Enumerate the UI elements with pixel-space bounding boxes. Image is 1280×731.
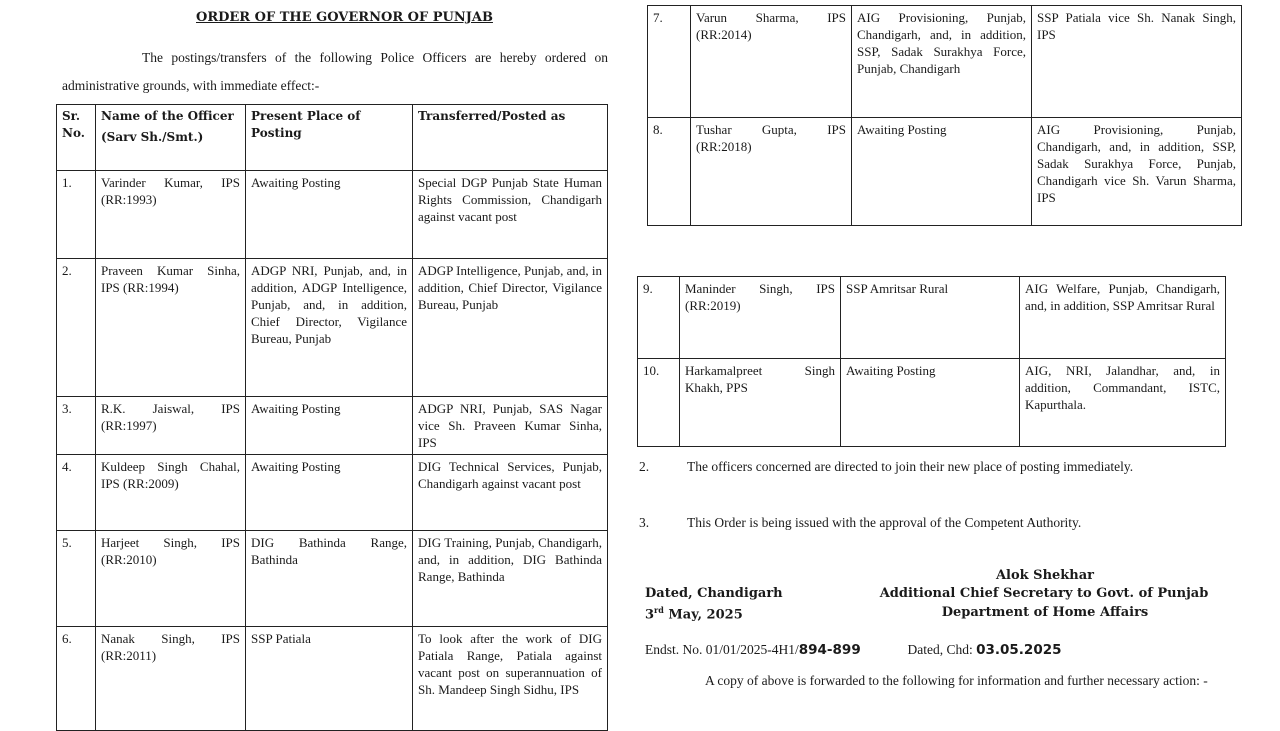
row-present: Awaiting Posting <box>246 397 413 455</box>
paragraph-2-number: 2. <box>639 459 650 474</box>
row-officer: Harjeet Singh, IPS (RR:2010) <box>96 531 246 627</box>
table-row <box>57 627 608 731</box>
dated-month-year: May, 2025 <box>663 607 743 623</box>
row-officer: Varinder Kumar, IPS (RR:1993) <box>96 171 246 259</box>
postings-table-part-3 <box>637 276 1226 447</box>
endorsement-number-prefix: Endst. No. 01/01/2025-4H1/ <box>645 642 799 657</box>
row-sr: 4. <box>57 455 96 531</box>
endorsement-dated-label: Dated, Chd: <box>907 642 977 657</box>
row-present: ADGP NRI, Punjab, and, in addition, ADGP Intelligence, Punjab, and, in addition, Chief Director, Vigilance Bureau, Punjab <box>246 259 413 397</box>
paragraph-2-text: The officers concerned are directed to join their new place of posting immediately. <box>687 459 1134 474</box>
row-officer: Varun Sharma, IPS (RR:2014) <box>691 6 852 118</box>
row-sr: 2. <box>57 259 96 397</box>
row-officer: Kuldeep Singh Chahal, IPS (RR:2009) <box>96 455 246 531</box>
signatory-department: Department of Home Affairs <box>941 605 1149 620</box>
intro-paragraph: The postings/transfers of the following Police Officers are hereby ordered on administrative grounds, with immediate effect:- <box>62 50 608 93</box>
row-transferred: DIG Technical Services, Punjab, Chandigarh against vacant post <box>413 455 608 531</box>
table-row <box>648 118 1242 226</box>
row-present: Awaiting Posting <box>841 359 1020 447</box>
table-row <box>638 277 1226 359</box>
signatory-name: Alok Shekhar <box>995 568 1095 583</box>
dated-place: Dated, Chandigarh <box>645 586 783 601</box>
copy-forward-text: A copy of above is forwarded to the following for information and further necessary action: - <box>705 673 1208 688</box>
dated-day: 3 <box>645 607 655 623</box>
table-row <box>57 259 608 397</box>
row-sr: 5. <box>57 531 96 627</box>
row-transferred: SSP Patiala vice Sh. Nanak Singh, IPS <box>1032 6 1242 118</box>
paragraph-3 <box>639 509 1233 536</box>
row-present: Awaiting Posting <box>852 118 1032 226</box>
row-transferred: To look after the work of DIG Patiala Range, Patiala against vacant post on superannuation of Sh. Mandeep Singh Sidhu, IPS <box>413 627 608 731</box>
row-transferred: DIG Training, Punjab, Chandigarh, and, in addition, DIG Bathinda Range, Bathinda <box>413 531 608 627</box>
row-present: Awaiting Posting <box>246 171 413 259</box>
row-present: SSP Patiala <box>246 627 413 731</box>
endorsement-range: 894-899 <box>798 642 861 658</box>
header-name-label: Name of the Officer <box>101 109 234 123</box>
table-row <box>57 455 608 531</box>
paragraph-3-number: 3. <box>639 515 650 530</box>
row-sr: 9. <box>638 277 680 359</box>
row-officer: Harkamalpreet Singh Khakh, PPS <box>680 359 841 447</box>
row-officer: Praveen Kumar Sinha, IPS (RR:1994) <box>96 259 246 397</box>
order-title: ORDER OF THE GOVERNOR OF PUNJAB <box>196 10 493 25</box>
row-transferred: ADGP NRI, Punjab, SAS Nagar vice Sh. Praveen Kumar Sinha, IPS <box>413 397 608 455</box>
row-transferred: AIG Provisioning, Punjab, Chandigarh, and, in addition, SSP, Sadak Surakhya Force, Punjab, Chandigarh vice Sh. Varun Sharma, IPS <box>1032 118 1242 226</box>
row-officer: Nanak Singh, IPS (RR:2011) <box>96 627 246 731</box>
table-row <box>57 171 608 259</box>
row-present: DIG Bathinda Range, Bathinda <box>246 531 413 627</box>
row-present: SSP Amritsar Rural <box>841 277 1020 359</box>
table-header-row <box>57 105 608 171</box>
header-present: Present Place of Posting <box>246 105 413 171</box>
endorsement-date: 03.05.2025 <box>976 642 1062 658</box>
row-sr: 1. <box>57 171 96 259</box>
row-present: AIG Provisioning, Punjab, Chandigarh, and, in addition, SSP, Sadak Surakhya Force, Punjab, Chandigarh <box>852 6 1032 118</box>
table-row <box>57 531 608 627</box>
postings-table-part-1 <box>56 104 608 731</box>
postings-table-part-2 <box>647 5 1242 226</box>
dated-date <box>645 605 743 622</box>
row-officer: Maninder Singh, IPS (RR:2019) <box>680 277 841 359</box>
paragraph-3-text: This Order is being issued with the approval of the Competent Authority. <box>687 515 1082 530</box>
header-sr: Sr. No. <box>57 105 96 171</box>
header-name <box>96 105 246 171</box>
endorsement-line <box>645 642 1245 658</box>
dated-day-suffix: rd <box>654 605 664 615</box>
header-transferred: Transferred/Posted as <box>413 105 608 171</box>
header-name-sub: (Sarv Sh./Smt.) <box>101 130 204 144</box>
row-officer: Tushar Gupta, IPS (RR:2018) <box>691 118 852 226</box>
table-row <box>648 6 1242 118</box>
row-sr: 7. <box>648 6 691 118</box>
row-transferred: AIG, NRI, Jalandhar, and, in addition, Commandant, ISTC, Kapurthala. <box>1020 359 1226 447</box>
row-sr: 3. <box>57 397 96 455</box>
row-present: Awaiting Posting <box>246 455 413 531</box>
row-transferred: ADGP Intelligence, Punjab, and, in addition, Chief Director, Vigilance Bureau, Punjab <box>413 259 608 397</box>
paragraph-2 <box>639 453 1233 480</box>
table-row <box>638 359 1226 447</box>
table-row <box>57 397 608 455</box>
row-transferred: AIG Welfare, Punjab, Chandigarh, and, in addition, SSP Amritsar Rural <box>1020 277 1226 359</box>
row-sr: 8. <box>648 118 691 226</box>
row-transferred: Special DGP Punjab State Human Rights Commission, Chandigarh against vacant post <box>413 171 608 259</box>
row-officer: R.K. Jaiswal, IPS (RR:1997) <box>96 397 246 455</box>
row-sr: 6. <box>57 627 96 731</box>
signatory-designation: Additional Chief Secretary to Govt. of Punjab <box>879 586 1209 601</box>
row-sr: 10. <box>638 359 680 447</box>
